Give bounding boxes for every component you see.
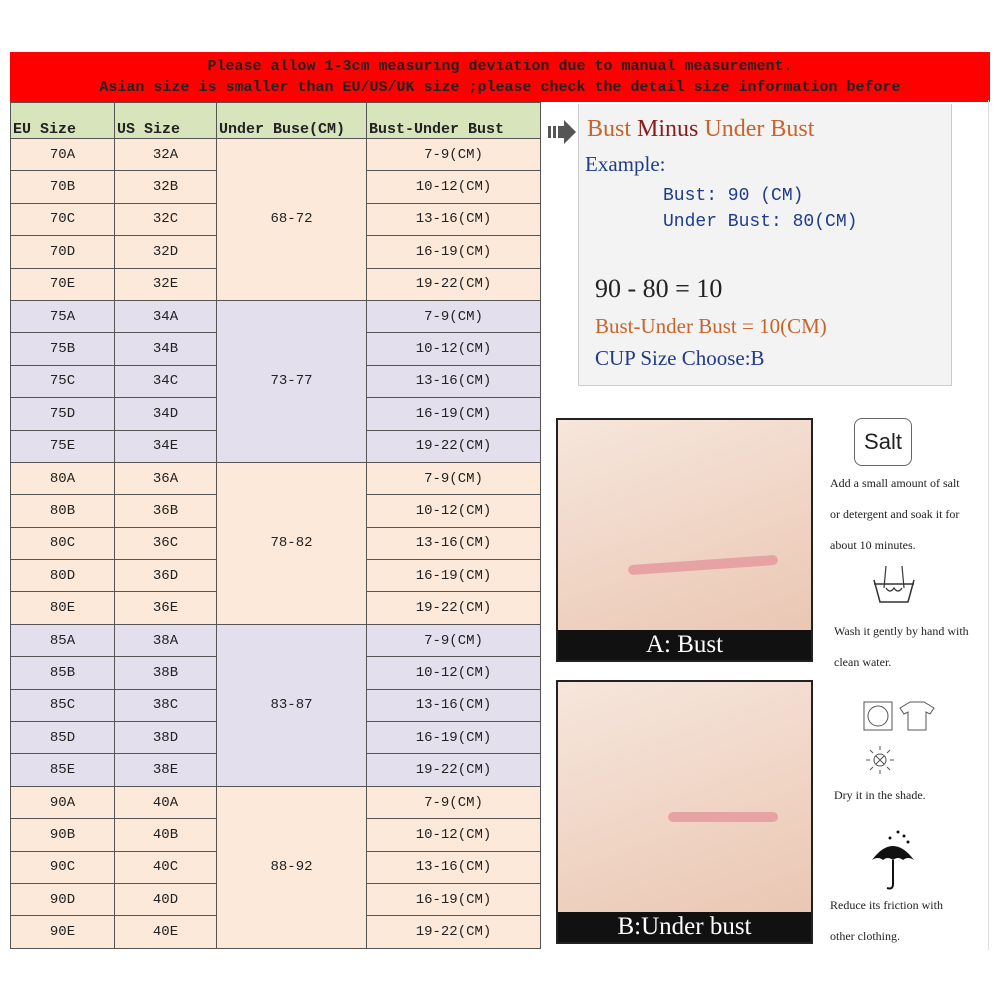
eu-size-cell: 70E bbox=[11, 268, 115, 300]
bust-difference-cell: 13-16(CM) bbox=[367, 851, 541, 883]
eu-size-cell: 90A bbox=[11, 786, 115, 818]
photo-caption-b: B:Under bust bbox=[558, 912, 811, 942]
tape-measure bbox=[628, 555, 778, 575]
hand-wash-icon bbox=[870, 562, 918, 606]
eu-size-cell: 90C bbox=[11, 851, 115, 883]
bust-difference-cell: 10-12(CM) bbox=[367, 819, 541, 851]
us-size-cell: 38C bbox=[115, 689, 217, 721]
care-step-3: Dry it in the shade. bbox=[834, 788, 926, 802]
example-bust: Bust: 90 (CM) bbox=[663, 186, 804, 206]
notice-banner bbox=[10, 52, 990, 102]
us-size-cell: 38A bbox=[115, 624, 217, 656]
bust-difference-cell: 13-16(CM) bbox=[367, 527, 541, 559]
us-size-cell: 38B bbox=[115, 657, 217, 689]
panel-title: Bust Minus Under Bust bbox=[587, 116, 815, 142]
example-result: Bust-Under Bust = 10(CM) bbox=[595, 314, 827, 338]
us-size-cell: 36B bbox=[115, 495, 217, 527]
us-size-cell: 34D bbox=[115, 398, 217, 430]
eu-size-cell: 80C bbox=[11, 527, 115, 559]
eu-size-cell: 85D bbox=[11, 722, 115, 754]
photo-caption-a: A: Bust bbox=[558, 630, 811, 660]
bust-difference-cell: 16-19(CM) bbox=[367, 722, 541, 754]
us-size-cell: 34A bbox=[115, 300, 217, 332]
tape-measure bbox=[668, 812, 778, 822]
bust-difference-cell: 19-22(CM) bbox=[367, 916, 541, 948]
eu-size-cell: 70B bbox=[11, 171, 115, 203]
us-size-cell: 34E bbox=[115, 430, 217, 462]
us-size-cell: 34C bbox=[115, 365, 217, 397]
us-size-cell: 32B bbox=[115, 171, 217, 203]
dry-shade-icon bbox=[862, 698, 942, 778]
eu-size-cell: 80A bbox=[11, 462, 115, 494]
bust-difference-cell: 19-22(CM) bbox=[367, 754, 541, 786]
bust-difference-cell: 16-19(CM) bbox=[367, 560, 541, 592]
divider bbox=[988, 100, 989, 950]
us-size-cell: 38D bbox=[115, 722, 217, 754]
eu-size-cell: 75C bbox=[11, 365, 115, 397]
example-label: Example: bbox=[585, 152, 666, 176]
eu-size-cell: 75B bbox=[11, 333, 115, 365]
bust-difference-cell: 7-9(CM) bbox=[367, 462, 541, 494]
header-bust-minus-under: Bust-Under Bust bbox=[367, 103, 541, 139]
bust-difference-cell: 19-22(CM) bbox=[367, 592, 541, 624]
example-cup: CUP Size Choose:B bbox=[595, 346, 765, 370]
bust-difference-cell: 16-19(CM) bbox=[367, 883, 541, 915]
table-row bbox=[11, 139, 541, 171]
cup-calculation-panel bbox=[578, 104, 952, 386]
us-size-cell: 38E bbox=[115, 754, 217, 786]
us-size-cell: 40C bbox=[115, 851, 217, 883]
table-row bbox=[11, 462, 541, 494]
header-under-bust: Under Buse(CM) bbox=[217, 103, 367, 139]
table-row bbox=[11, 624, 541, 656]
bust-difference-cell: 13-16(CM) bbox=[367, 365, 541, 397]
table-row bbox=[11, 300, 541, 332]
us-size-cell: 32E bbox=[115, 268, 217, 300]
under-bust-range-cell: 83-87 bbox=[217, 624, 367, 786]
umbrella-icon bbox=[868, 828, 918, 892]
eu-size-cell: 70D bbox=[11, 236, 115, 268]
eu-size-cell: 85E bbox=[11, 754, 115, 786]
us-size-cell: 34B bbox=[115, 333, 217, 365]
table-row bbox=[11, 786, 541, 818]
eu-size-cell: 75D bbox=[11, 398, 115, 430]
bust-difference-cell: 7-9(CM) bbox=[367, 300, 541, 332]
bust-measure-photo bbox=[556, 418, 813, 662]
bust-difference-cell: 13-16(CM) bbox=[367, 203, 541, 235]
bust-difference-cell: 16-19(CM) bbox=[367, 236, 541, 268]
us-size-cell: 32D bbox=[115, 236, 217, 268]
eu-size-cell: 80B bbox=[11, 495, 115, 527]
eu-size-cell: 70C bbox=[11, 203, 115, 235]
eu-size-cell: 80D bbox=[11, 560, 115, 592]
salt-icon: Salt bbox=[854, 418, 912, 466]
us-size-cell: 40B bbox=[115, 819, 217, 851]
eu-size-cell: 80E bbox=[11, 592, 115, 624]
eu-size-cell: 75E bbox=[11, 430, 115, 462]
us-size-cell: 36E bbox=[115, 592, 217, 624]
care-step-4: Reduce its friction with other clothing. bbox=[830, 898, 943, 943]
eu-size-cell: 75A bbox=[11, 300, 115, 332]
example-under-bust: Under Bust: 80(CM) bbox=[663, 212, 858, 232]
eu-size-cell: 90B bbox=[11, 819, 115, 851]
bust-difference-cell: 16-19(CM) bbox=[367, 398, 541, 430]
under-bust-range-cell: 78-82 bbox=[217, 462, 367, 624]
bust-difference-cell: 19-22(CM) bbox=[367, 430, 541, 462]
bust-difference-cell: 19-22(CM) bbox=[367, 268, 541, 300]
care-step-2: Wash it gently by hand with clean water. bbox=[834, 624, 969, 669]
under-bust-range-cell: 88-92 bbox=[217, 786, 367, 948]
header-us-size: US Size bbox=[115, 103, 217, 139]
bust-difference-cell: 10-12(CM) bbox=[367, 171, 541, 203]
arrow-right-icon bbox=[548, 118, 576, 146]
bust-difference-cell: 7-9(CM) bbox=[367, 624, 541, 656]
header-eu-size: EU Size bbox=[11, 103, 115, 139]
care-step-1: Add a small amount of salt or detergent and soak it for about 10 minutes. bbox=[830, 476, 960, 552]
eu-size-cell: 90D bbox=[11, 883, 115, 915]
under-bust-range-cell: 68-72 bbox=[217, 139, 367, 301]
us-size-cell: 32C bbox=[115, 203, 217, 235]
eu-size-cell: 85B bbox=[11, 657, 115, 689]
eu-size-cell: 85A bbox=[11, 624, 115, 656]
eu-size-cell: 90E bbox=[11, 916, 115, 948]
table-header-row bbox=[11, 103, 541, 139]
example-equation: 90 - 80 = 10 bbox=[595, 274, 723, 303]
notice-line-1: Please allow 1-3cm measuring deviation due to manual measurement. bbox=[207, 58, 793, 75]
us-size-cell: 40A bbox=[115, 786, 217, 818]
size-table bbox=[10, 102, 541, 949]
bust-difference-cell: 10-12(CM) bbox=[367, 333, 541, 365]
under-bust-range-cell: 73-77 bbox=[217, 300, 367, 462]
bust-difference-cell: 10-12(CM) bbox=[367, 657, 541, 689]
eu-size-cell: 70A bbox=[11, 139, 115, 171]
us-size-cell: 40E bbox=[115, 916, 217, 948]
eu-size-cell: 85C bbox=[11, 689, 115, 721]
us-size-cell: 32A bbox=[115, 139, 217, 171]
bust-difference-cell: 10-12(CM) bbox=[367, 495, 541, 527]
bust-difference-cell: 7-9(CM) bbox=[367, 139, 541, 171]
bust-difference-cell: 13-16(CM) bbox=[367, 689, 541, 721]
bust-difference-cell: 7-9(CM) bbox=[367, 786, 541, 818]
us-size-cell: 36C bbox=[115, 527, 217, 559]
us-size-cell: 40D bbox=[115, 883, 217, 915]
under-bust-measure-photo bbox=[556, 680, 813, 944]
us-size-cell: 36A bbox=[115, 462, 217, 494]
notice-line-2: Asian size is smaller than EU/US/UK size ;please check the detail size information before bbox=[99, 79, 901, 96]
us-size-cell: 36D bbox=[115, 560, 217, 592]
